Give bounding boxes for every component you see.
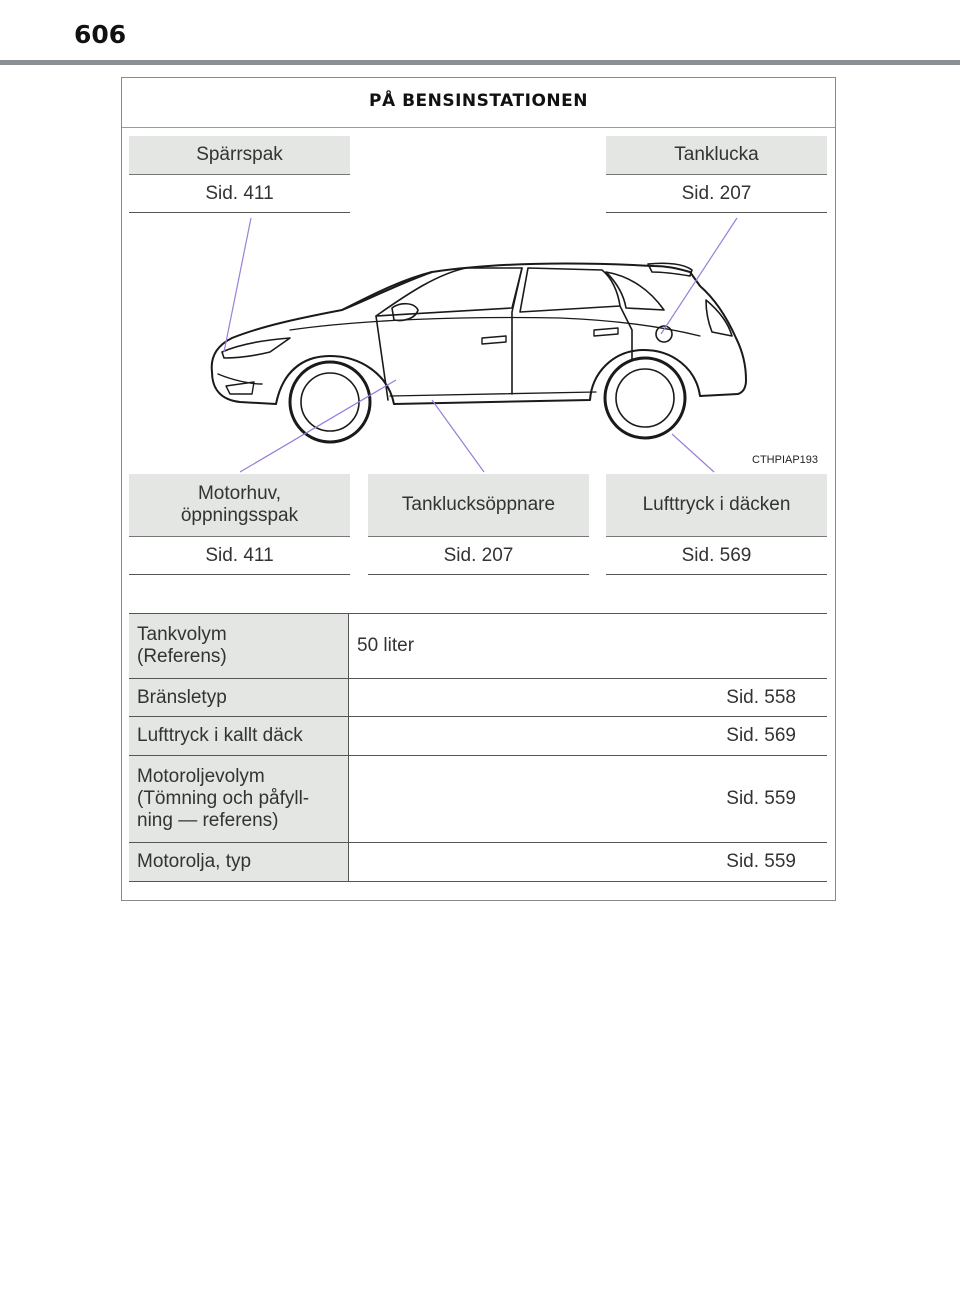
spec-label: Motorolja, typ <box>129 843 349 881</box>
spec-value: Sid. 559 <box>726 788 796 809</box>
callout-page-ref: Sid. 411 <box>129 537 350 575</box>
spec-label: Lufttryck i kallt däck <box>129 717 349 755</box>
callout-fuel-door-opener <box>368 474 589 575</box>
page-number: 606 <box>74 20 127 49</box>
spec-label: Bränsletyp <box>129 679 349 716</box>
table-row <box>129 717 827 756</box>
callout-label: Tanklucksöppnare <box>368 474 589 537</box>
callout-label: Spärrspak <box>129 136 350 175</box>
section-title: PÅ BENSINSTATIONEN <box>122 78 835 128</box>
callout-label: Motorhuv, öppningsspak <box>129 474 350 537</box>
table-row <box>129 843 827 882</box>
callout-page-ref: Sid. 411 <box>129 175 350 213</box>
table-row <box>129 679 827 717</box>
table-row <box>129 756 827 843</box>
spec-label: Tankvolym (Referens) <box>129 614 349 678</box>
spec-value: Sid. 559 <box>726 851 796 872</box>
callout-lock-lever <box>129 136 350 213</box>
spec-label-text: Motoroljevolym (Tömning och påfyll- ning — referens) <box>137 766 310 831</box>
spec-value: Sid. 569 <box>726 725 796 746</box>
callout-page-ref: Sid. 569 <box>606 537 827 575</box>
callout-label: Tanklucka <box>606 136 827 175</box>
figure-code: CTHPIAP193 <box>752 454 819 466</box>
spec-label <box>129 756 349 842</box>
spec-value: 50 liter <box>357 635 415 656</box>
header-rule <box>0 60 960 65</box>
callout-fuel-door <box>606 136 827 213</box>
callout-hood-lever <box>129 474 350 575</box>
callout-page-ref: Sid. 207 <box>368 537 589 575</box>
spec-table <box>129 613 827 882</box>
callout-label: Lufttryck i däcken <box>606 474 827 537</box>
table-row <box>129 614 827 679</box>
callout-tire-pressure <box>606 474 827 575</box>
spec-value: Sid. 558 <box>726 686 796 708</box>
callout-page-ref: Sid. 207 <box>606 175 827 213</box>
